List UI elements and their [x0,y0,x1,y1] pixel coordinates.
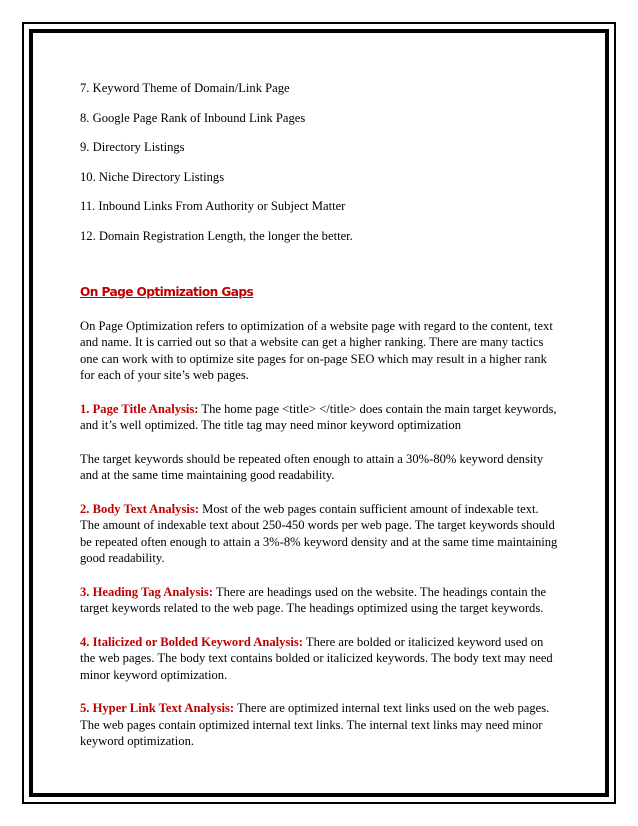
paragraph-lead: 4. Italicized or Bolded Keyword Analysis: [80,634,303,649]
paragraph-text: There are optimized internal text links used on the web pages. The web pages contain optimized internal text links. The internal text links may need minor keyword optimization. [80,701,550,748]
analysis-paragraph-hyperlink [80,700,560,750]
analysis-paragraph-bold-italic [80,634,560,684]
list-item: 10. Niche Directory Listings [80,169,225,184]
list-item: 7. Keyword Theme of Domain/Link Page [80,81,290,95]
analysis-paragraph-keyword-density [80,451,560,484]
paragraph-text: There are headings used on the website. The headings contain the target keywords related to the web page. The headings optimized using the target keywords. [80,584,547,615]
section-heading: On Page Optimization Gaps [80,285,254,299]
paragraph-text: The target keywords should be repeated often enough to attain a 30%-80% keyword density and at the same time maintaining good readability. [80,451,544,482]
list-item: 12. Domain Registration Length, the longer the better. [80,228,353,243]
ranking-factors-list [80,80,560,244]
analysis-paragraph-page-title [80,401,560,434]
analysis-paragraph-heading-tag [80,584,560,617]
list-item: 9. Directory Listings [80,140,185,154]
list-item: 8. Google Page Rank of Inbound Link Pages [80,110,306,125]
intro-paragraph: On Page Optimization refers to optimization of a website page with regard to the content, text and name. It is carried out so that a website can get a higher ranking. There are many tactics one can work with to optimize site pages for on-page SEO which may result in a higher rank for each of your site’s web pages. [80,318,553,382]
paragraph-lead: 5. Hyper Link Text Analysis: [80,701,235,715]
paragraph-lead: 3. Heading Tag Analysis: [80,584,213,599]
paragraph-text: Most of the web pages contain sufficient amount of indexable text. The amount of indexable text about 250-450 words per web page. The target keywords should be repeated often enough to attain a 3%-8% keyword density and at the same time maintaining good readability. [80,501,558,565]
list-item: 11. Inbound Links From Authority or Subject Matter [80,199,346,213]
document-body [80,80,560,767]
paragraph-text: There are bolded or italicized keyword used on the web pages. The body text contains bolded or italicized keywords. The body text may need minor keyword optimization. [80,634,553,682]
paragraph-text: The home page <title> </title> does contain the main target keywords, and it’s well optimized. The title tag may need minor keyword optimization [80,401,557,432]
analysis-paragraph-body-text [80,501,560,567]
paragraph-lead: 1. Page Title Analysis: [80,401,199,416]
paragraph-lead: 2. Body Text Analysis: [80,501,199,516]
